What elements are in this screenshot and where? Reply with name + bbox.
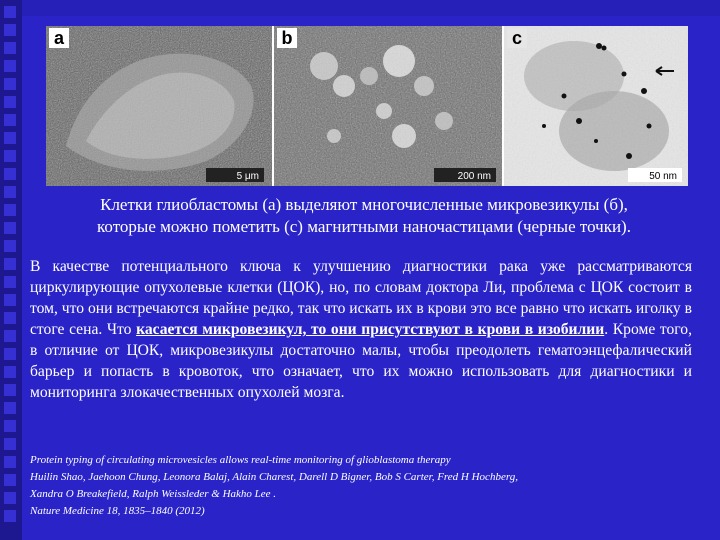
panel-letter-b: b <box>277 28 297 48</box>
figure-panel-c <box>504 26 688 186</box>
caption-line-2: которые можно пометить (с) магнитными наночастицами (черные точки). <box>97 217 631 236</box>
paragraph-part-2: . Кроме того, в отличие от ЦОК, микровезикулы достаточно малы, чтобы преодолеть гематоэнцефалический барьер и попасть в кровоток, что означает, что их можно использовать для диагностики и мониторинга злокачественных опухолей мозга. <box>30 321 692 401</box>
paragraph-emphasis: касается микровезикул, то они присутствуют в крови в изобилии <box>136 321 605 338</box>
panel-letter-a: a <box>49 28 69 48</box>
caption-line-1: Клетки глиобластомы (а) выделяют многочисленные микровезикулы (б), <box>100 195 628 214</box>
citation-title: Protein typing of circulating microvesicles allows real-time monitoring of glioblastoma therapy <box>30 454 451 466</box>
scale-label-a: 5 μm <box>236 171 259 182</box>
citation-authors-2: Xandra O Breakefield, Ralph Weissleder & Hakho Lee . <box>30 488 277 500</box>
decorative-side-strip <box>0 0 22 540</box>
figure-caption <box>40 194 688 238</box>
citation-journal: Nature Medicine 18, 1835–1840 (2012) <box>30 505 205 517</box>
decorative-top-band <box>22 0 720 16</box>
scale-label-b: 200 nm <box>457 171 491 182</box>
panel-letter-c: c <box>507 28 527 48</box>
paragraph-part-1: В качестве потенциального ключа к улучшению диагностики рака уже рассматриваются циркулирующие опухолевые клетки (ЦОК), но, по словам доктора Ли, проблема с ЦОК состоит в том, что они встречаются крайне редко, так что искать их в крови это все равно что искать иголку в стоге сена. Что <box>30 258 692 338</box>
scale-label-c: 50 nm <box>649 171 677 182</box>
citation-authors-1: Huilin Shao, Jaehoon Chung, Leonora Balaj, Alain Charest, Darell D Bigner, Bob S Carter, Fred H Hochberg, <box>30 471 518 483</box>
main-paragraph <box>30 256 692 403</box>
citation <box>30 452 692 520</box>
figure-panel-a <box>46 26 272 186</box>
microscopy-figure <box>46 26 688 186</box>
figure-panel-b <box>274 26 502 186</box>
